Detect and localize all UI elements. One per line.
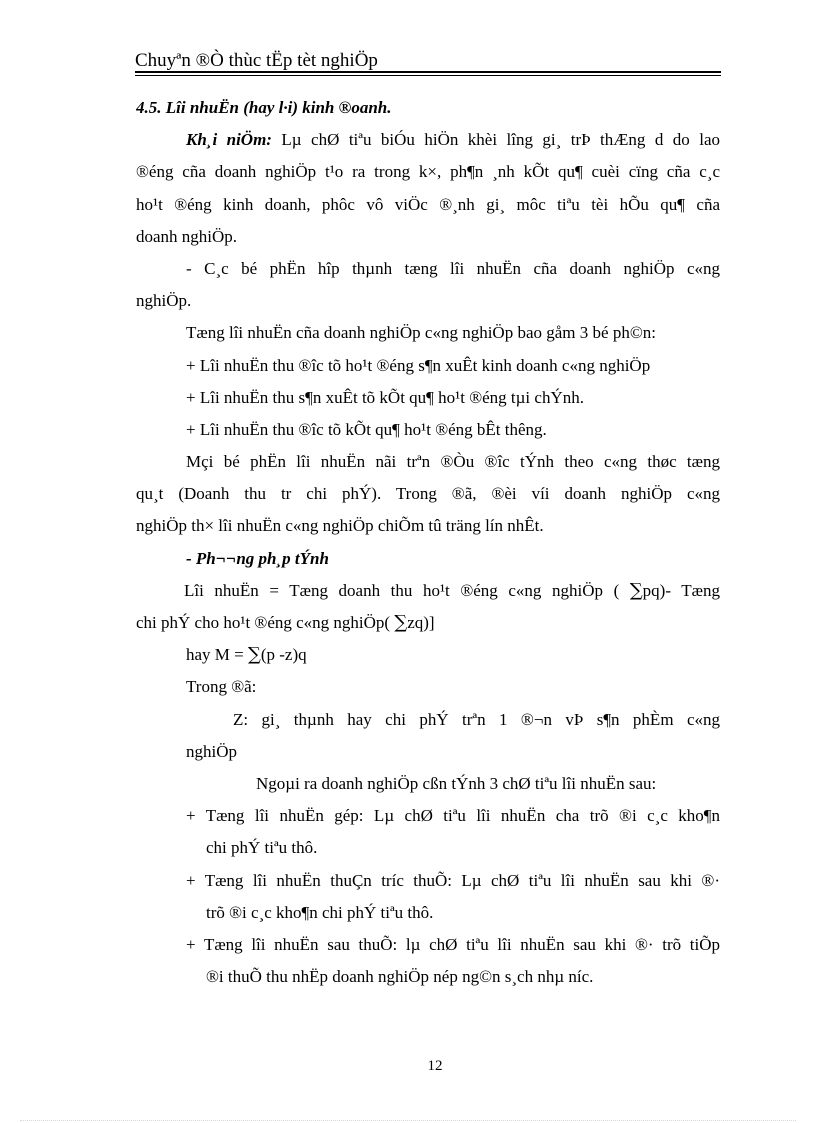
indicator-profit-after-tax-line-1: + Tæng lîi nhuËn sau thuÕ: lµ chØ tiªu lîi nhuËn sau khi ®· trõ tiÕp <box>186 934 720 954</box>
sigma-symbol: ∑ <box>394 612 408 633</box>
definition-z-line-1: Z: gi¸ thµnh hay chi phÝ trªn 1 ®¬n vÞ s¶n phÈm c«ng <box>233 709 720 729</box>
page-number: 12 <box>427 1058 443 1074</box>
paragraph-formula-note-line-2: qu¸t (Doanh thu tr chi phÝ). Trong ®ã, ®èi víi doanh nghiÖp c«ng <box>136 484 720 504</box>
where-label: Trong ®ã: <box>186 677 257 697</box>
header-rule-thick <box>135 71 721 73</box>
formula-text: chi phÝ cho ho¹t ®éng c«ng nghiÖp( <box>136 613 391 632</box>
formula-line-1 <box>136 575 720 607</box>
bullet-production-profit: + Lîi nhuËn thu ®îc tõ ho¹t ®éng s¶n xuÊt kinh doanh c«ng nghiÖp <box>186 355 651 375</box>
paragraph-definition-line-3: ho¹t ®éng kinh doanh, phôc vô viÖc ®¸nh gi¸ môc tiªu tèi hÕu qu¶ cña <box>136 194 720 214</box>
formula-line-3 <box>136 639 720 671</box>
formula-text: Lîi nhuËn = Tæng doanh thu ho¹t ®éng c«ng nghiÖp ( <box>184 580 620 600</box>
sigma-symbol: ∑ <box>629 579 643 601</box>
formula-text: (p -z)q <box>260 645 307 665</box>
indicator-net-profit-before-tax-line-1: + Tæng lîi nhuËn thuÇn tríc thuÕ: Lµ chØ tiªu lîi nhuËn sau khi ®· <box>186 870 720 890</box>
paragraph-definition-line-4: doanh nghiÖp. <box>136 226 238 246</box>
header-rule-thin <box>135 75 721 76</box>
indicator-profit-after-tax-line-2: ®i thuÕ thu nhËp doanh nghiÖp nép ng©n s¸ch nhµ níc. <box>206 967 594 987</box>
method-heading: - Ph¬¬ng ph¸p tÝnh <box>186 548 329 568</box>
section-heading: 4.5. Lîi nhuËn (hay l·i) kinh ®oanh. <box>136 98 392 117</box>
paragraph-definition-line-1 <box>136 124 720 156</box>
formula-line-2 <box>136 607 720 639</box>
paragraph-components-line-2: nghiÖp. <box>136 291 192 311</box>
sigma-symbol: ∑ <box>248 644 261 666</box>
definition-text: Lµ chØ tiªu biÓu hiÖn khèi lîng gi¸ trÞ thÆng d do lao <box>271 130 720 150</box>
paragraph-definition-line-2: ®éng cña doanh nghiÖp t¹o ra trong k×, ph¶n ¸nh kÕt qu¶ cuèi cïng cña c¸c <box>136 162 720 182</box>
paragraph-formula-note-line-3: nghiÖp th× lîi nhuËn c«ng nghiÖp chiÕm tû träng lín nhÊt. <box>136 516 544 536</box>
definition-label: Kh¸i niÖm: <box>186 130 272 150</box>
definition-z-line-2: nghiÖp <box>186 741 237 761</box>
formula-text: pq)- Tæng <box>642 580 720 600</box>
indicator-gross-profit-line-2: chi phÝ tiªu thô. <box>206 838 318 858</box>
paragraph-total-profit: Tæng lîi nhuËn cña doanh nghiÖp c«ng nghiÖp bao gåm 3 bé ph©n: <box>186 323 656 343</box>
document-body <box>136 92 720 993</box>
paragraph-formula-note-line-1: Mçi bé phËn lîi nhuËn nãi trªn ®Òu ®îc tÝnh theo c«ng thøc tæng <box>186 452 720 472</box>
formula-text: zq)] <box>407 613 435 632</box>
bullet-irregular-profit: + Lîi nhuËn thu ®îc tõ kÕt qu¶ ho¹t ®éng bÊt thêng. <box>186 419 547 439</box>
bottom-dotted-divider <box>20 1120 796 1122</box>
paragraph-components-line-1: - C¸c bé phËn hîp thµnh tæng lîi nhuËn cña doanh nghiÖp c«ng <box>186 258 720 278</box>
bullet-financial-profit: + Lîi nhuËn thu s¶n xuÊt tõ kÕt qu¶ ho¹t ®éng tµi chÝnh. <box>186 387 584 407</box>
indicator-gross-profit-line-1: + Tæng lîi nhuËn gép: Lµ chØ tiªu lîi nhuËn cha trõ ®i c¸c kho¶n <box>186 806 720 826</box>
running-header: Chuyªn ®Ò thùc tËp tèt nghiÖp <box>135 50 378 71</box>
paragraph-three-indicators: Ngoµi ra doanh nghiÖp cßn tÝnh 3 chØ tiªu lîi nhuËn sau: <box>256 773 657 793</box>
formula-text: hay M = <box>186 645 248 665</box>
indicator-net-profit-before-tax-line-2: trõ ®i c¸c kho¶n chi phÝ tiªu thô. <box>206 902 434 922</box>
